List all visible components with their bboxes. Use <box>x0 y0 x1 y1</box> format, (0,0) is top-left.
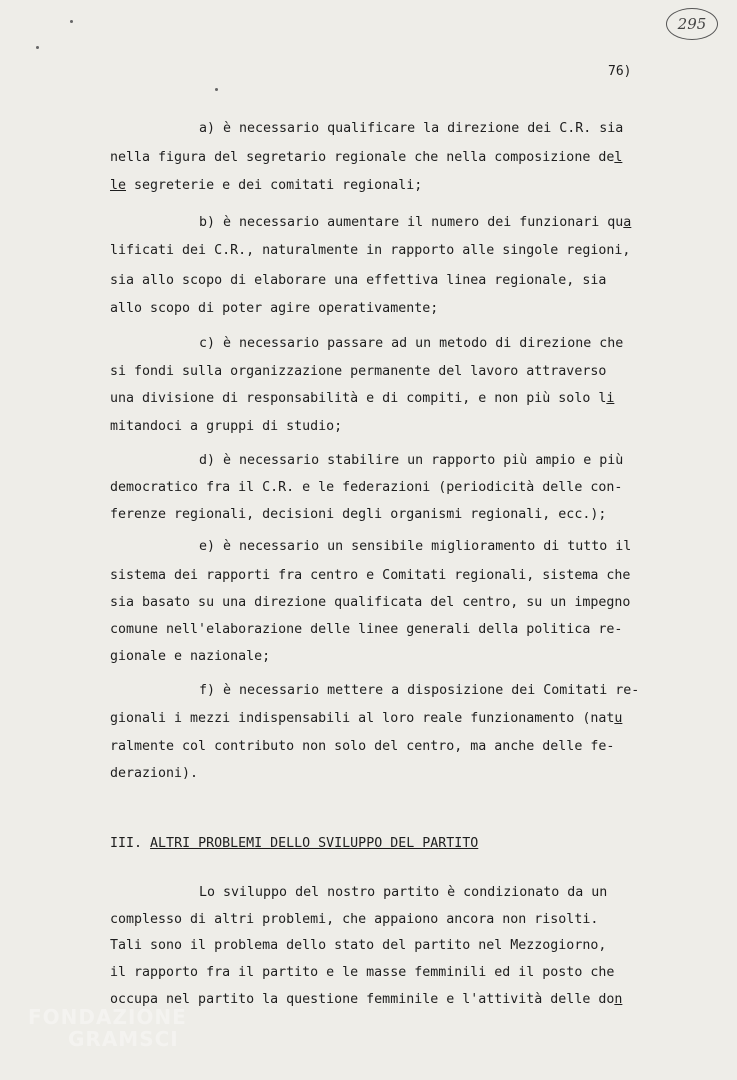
text-line: ferenze regionali, decisioni degli organismi regionali, ecc.); <box>110 507 607 522</box>
text-line: sia basato su una direzione qualificata del centro, su un impegno <box>110 595 631 610</box>
text-line: d) è necessario stabilire un rapporto più ampio e più <box>199 453 624 468</box>
text-line: si fondi sulla organizzazione permanente del lavoro attraverso <box>110 364 607 379</box>
text-line: derazioni). <box>110 766 199 781</box>
text-line: una divisione di responsabilità e di compiti, e non più solo li <box>110 391 615 406</box>
text-line: il rapporto fra il partito e le masse femminili ed il posto che <box>110 965 615 980</box>
text-line: c) è necessario passare ad un metodo di direzione che <box>199 336 624 351</box>
speck <box>215 88 218 91</box>
text-line: sia allo scopo di elaborare una effettiva linea regionale, sia <box>110 273 607 288</box>
speck <box>36 46 39 49</box>
text-line: b) è necessario aumentare il numero dei funzionari qua <box>199 215 632 230</box>
text-line: gionali i mezzi indispensabili al loro reale funzionamento (natu <box>110 711 623 726</box>
text-line: lificati dei C.R., naturalmente in rapporto alle singole regioni, <box>110 243 631 258</box>
text-line: complesso di altri problemi, che appaiono ancora non risolti. <box>110 912 599 927</box>
section-heading: III. ALTRI PROBLEMI DELLO SVILUPPO DEL PARTITO <box>110 836 479 851</box>
text-line: mitandoci a gruppi di studio; <box>110 419 343 434</box>
archive-stamp: 295 <box>666 8 718 40</box>
text-line: allo scopo di poter agire operativamente; <box>110 301 439 316</box>
text-line: le segreterie e dei comitati regionali; <box>110 178 423 193</box>
text-line: a) è necessario qualificare la direzione dei C.R. sia <box>199 121 624 136</box>
text-line: comune nell'elaborazione delle linee generali della politica re- <box>110 622 623 637</box>
text-line: Tali sono il problema dello stato del partito nel Mezzogiorno, <box>110 938 607 953</box>
text-line: occupa nel partito la questione femminile e l'attività delle don <box>110 992 623 1007</box>
text-line: f) è necessario mettere a disposizione dei Comitati re- <box>199 683 640 698</box>
page-number: 76) <box>608 64 632 79</box>
text-line: nella figura del segretario regionale che nella composizione del <box>110 150 623 165</box>
text-line: democratico fra il C.R. e le federazioni (periodicità delle con- <box>110 480 623 495</box>
speck <box>70 20 73 23</box>
archive-watermark: FONDAZIONE GRAMSCI <box>28 1005 187 1051</box>
text-line: gionale e nazionale; <box>110 649 271 664</box>
text-line: sistema dei rapporti fra centro e Comitati regionali, sistema che <box>110 568 631 583</box>
text-line: ralmente col contributo non solo del centro, ma anche delle fe- <box>110 739 615 754</box>
text-line: Lo sviluppo del nostro partito è condizionato da un <box>199 885 608 900</box>
text-line: e) è necessario un sensibile miglioramento di tutto il <box>199 539 632 554</box>
